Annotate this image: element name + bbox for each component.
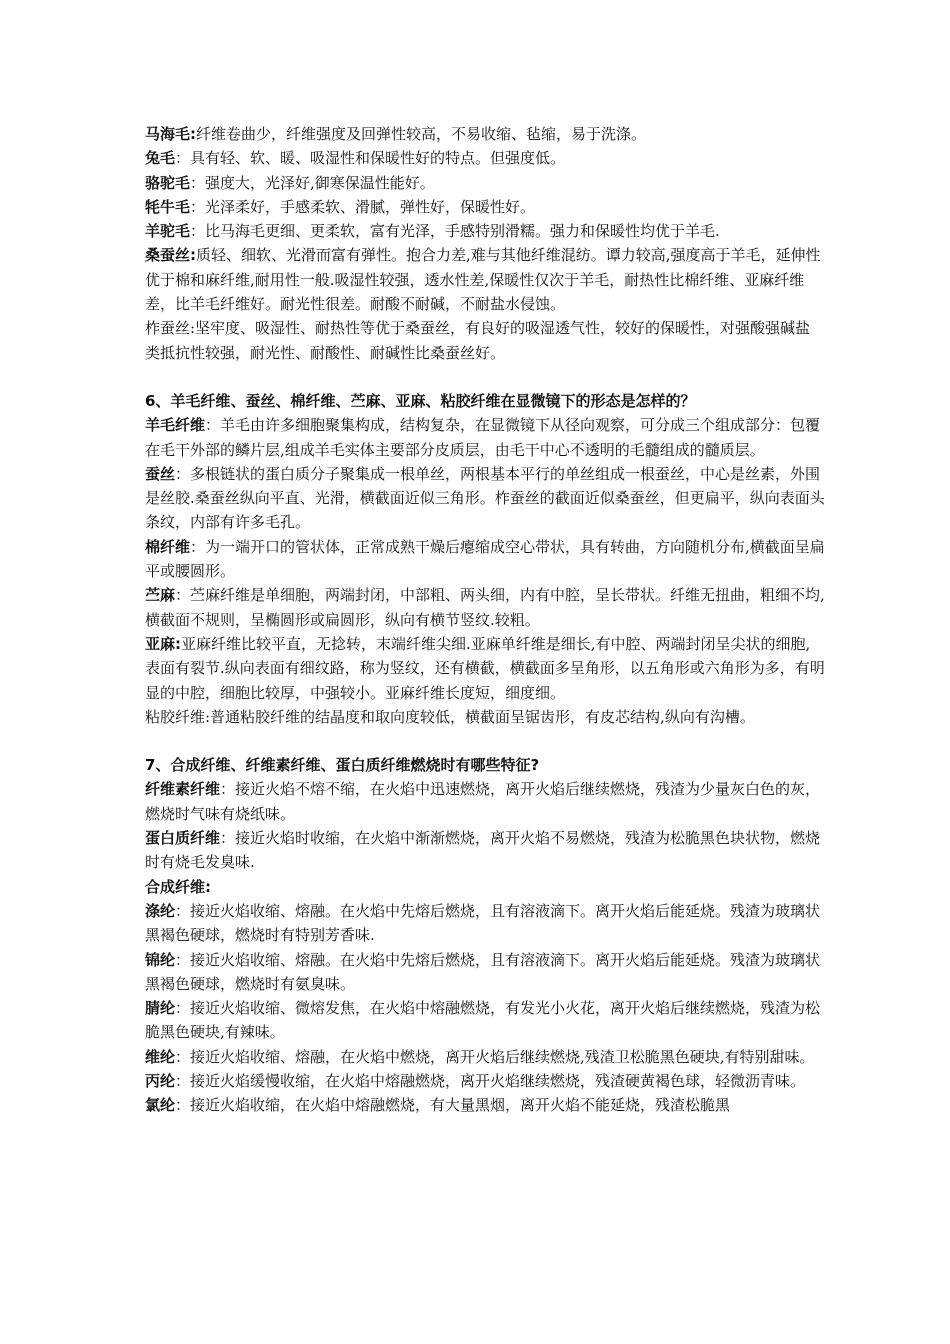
term-cotton: 棉纤维 xyxy=(145,537,191,556)
question-7-heading: 7、合成纤维、纤维素纤维、蛋白质纤维燃烧时有哪些特征? xyxy=(145,756,540,775)
text-acrylic: ：接近火焰收缩、微熔发焦，在火焰中熔融燃烧，有发光小火花，离开火焰后继续燃烧，残渣为松脆黑色硬块,有辣味。 xyxy=(145,999,821,1042)
paragraph-polyester xyxy=(145,899,825,948)
paragraph-acrylic xyxy=(145,996,825,1045)
paragraph-chlorofiber xyxy=(145,1093,825,1117)
paragraph-cotton xyxy=(145,535,825,584)
term-flax: 亚麻: xyxy=(145,634,181,653)
term-yak-hair: 牦牛毛 xyxy=(145,197,191,216)
paragraph-viscose xyxy=(145,705,825,729)
term-ramie: 苎麻 xyxy=(145,586,176,605)
text-ramie: ：苎麻纤维是单细胞，两端封闭，中部粗、两头细，内有中腔，呈长带状。纤维无扭曲，粗细不均,横截面不规则，呈椭圆形或扁圆形，纵向有横节竖纹.较粗。 xyxy=(145,586,825,629)
term-wool-fiber: 羊毛纤维 xyxy=(145,416,206,435)
term-silk: 蚕丝 xyxy=(145,464,176,483)
paragraph-polypropylene xyxy=(145,1069,825,1093)
paragraph-wool-fiber xyxy=(145,413,825,462)
term-polypropylene: 丙纶 xyxy=(145,1071,176,1090)
text-silk: ：多根链状的蛋白质分子聚集成一根单丝，两根基本平行的单丝组成一根蚕丝，中心是丝素，外围是丝胶.桑蚕丝纵向平直、光滑，横截面近似三角形。柞蚕丝的截面近似桑蚕丝，但更扁平，纵向表面头条纹，内部有许多毛孔。 xyxy=(145,464,825,532)
term-acrylic: 腈纶 xyxy=(145,999,176,1018)
text-flax: 亚麻纤维比较平直，无捻转，末端纤维尖细.亚麻单纤维是细长,有中腔、两端封闭呈尖状的细胞,表面有裂节.纵向表面有细纹路，称为竖纹，还有横截，横截面多呈角形，以五角形或六角形为多，有明显的中腔，细胞比较厚，中强较小。亚麻纤维长度短，细度细。 xyxy=(145,634,825,702)
fiber-properties-section xyxy=(145,122,825,365)
term-protein-fiber: 蛋白质纤维 xyxy=(145,829,221,848)
text-tussah-silk: 柞蚕丝:坚牢度、吸湿性、耐热性等优于桑蚕丝，有良好的吸湿透气性，较好的保暖性，对强酸强碱盐类抵抗性较强，耐光性、耐酸性、耐碱性比桑蚕丝好。 xyxy=(145,319,811,362)
paragraph-yak-hair xyxy=(145,195,825,219)
text-chlorofiber: ：接近火焰收缩，在火焰中熔融燃烧，有大量黑烟，离开火焰不能延烧，残渣松脆黑 xyxy=(175,1096,731,1115)
text-polypropylene: ：接近火焰缓慢收缩，在火焰中熔融燃烧，离开火焰继续燃烧，残渣硬黄褐色球，轻微沥青味。 xyxy=(175,1071,806,1090)
term-mohair: 马海毛: xyxy=(145,125,196,143)
text-nylon: ：接近火焰收缩、熔融。在火焰中先熔后燃烧，且有溶液滴下。离开火焰后能延烧。残渣为玻璃状黑褐色硬球，燃烧时有氨臭味。 xyxy=(145,950,821,993)
question-6-section xyxy=(145,389,825,729)
paragraph-rabbit-hair xyxy=(145,146,825,170)
paragraph-alpaca xyxy=(145,219,825,243)
paragraph-flax xyxy=(145,632,825,705)
text-rabbit-hair: ：具有轻、软、暖、吸湿性和保暖性好的特点。但强度低。 xyxy=(175,149,566,168)
term-vinylon: 维纶 xyxy=(145,1047,176,1066)
term-polyester: 涤纶 xyxy=(145,901,176,920)
paragraph-vinylon xyxy=(145,1045,825,1069)
term-chlorofiber: 氯纶 xyxy=(145,1096,176,1115)
paragraph-camel-hair xyxy=(145,171,825,195)
paragraph-ramie xyxy=(145,583,825,632)
paragraph-cellulose-fiber xyxy=(145,777,825,826)
term-synthetic-fiber: 合成纤维 xyxy=(145,877,206,896)
text-mulberry-silk: 质轻、细软、光滑而富有弹性。抱合力差,难与其他纤维混纺。谭力较高,强度高于羊毛，延伸性优于棉和麻纤维,耐用性一般.吸湿性较强，透水性差,保暖性仅次于羊毛，耐热性比棉纤维、亚麻纤维差，比羊毛纤维好。耐光性很差。耐酸不耐碱，不耐盐水侵蚀。 xyxy=(145,246,821,314)
paragraph-mulberry-silk xyxy=(145,243,825,316)
term-alpaca: 羊驼毛 xyxy=(145,222,191,241)
term-camel-hair: 骆驼毛 xyxy=(145,173,191,192)
text-cotton: ：为一端开口的管状体，正常成熟干燥后瘪缩成空心带状，具有转曲，方向随机分布,横截面呈扁平或腰圆形。 xyxy=(145,537,825,581)
paragraph-silk xyxy=(145,462,825,535)
text-cellulose-fiber: ：接近火焰不熔不缩，在火焰中迅速燃烧，离开火焰后继续燃烧，残渣为少量灰白色的灰，燃烧时气味有烧纸味。 xyxy=(145,780,821,823)
term-mulberry-silk: 桑蚕丝: xyxy=(145,246,196,265)
paragraph-mohair xyxy=(145,122,825,146)
section-gap xyxy=(145,729,825,753)
question-7-section xyxy=(145,753,825,1117)
text-alpaca: ：比马海毛更细、更柔软，富有光泽，手感特别滑糯。强力和保暖性均优于羊毛. xyxy=(190,222,720,241)
paragraph-protein-fiber xyxy=(145,826,825,875)
document-page xyxy=(145,122,825,1118)
text-synthetic-fiber: : xyxy=(205,877,212,896)
text-polyester: ：接近火焰收缩、熔融。在火焰中先熔后燃烧，且有溶液滴下。离开火焰后能延烧。残渣为玻璃状黑褐色硬球，燃烧时有特别芳香味. xyxy=(145,901,821,945)
text-camel-hair: ：强度大，光泽好,御寒保温性能好。 xyxy=(190,173,435,192)
text-protein-fiber: ：接近火焰时收缩，在火焰中渐渐燃烧，离开火焰不易燃烧，残渣为松脆黑色块状物，燃烧时有烧毛发臭味. xyxy=(145,829,821,872)
paragraph-synthetic-fiber xyxy=(145,875,825,899)
text-wool-fiber: ：羊毛由许多细胞聚集构成，结构复杂，在显微镜下从径向观察，可分成三个组成部分：包覆在毛干外部的鳞片层,组成羊毛实体主要部分皮质层，由毛干中心不透明的毛髓组成的髓质层。 xyxy=(145,416,821,459)
text-vinylon: ：接近火焰收缩、熔融，在火焰中燃烧，离开火焰后继续燃烧,残渣卫松脆黑色硬块,有特别甜味。 xyxy=(175,1047,815,1066)
paragraph-nylon xyxy=(145,948,825,997)
term-cellulose-fiber: 纤维素纤维 xyxy=(145,780,221,799)
text-mohair: 纤维卷曲少，纤维强度及回弹性较高，不易收缩、毡缩，易于洗涤。 xyxy=(196,125,647,143)
term-rabbit-hair: 兔毛 xyxy=(145,149,176,168)
question-6-heading: 6、羊毛纤维、蚕丝、棉纤维、苎麻、亚麻、粘胶纤维在显微镜下的形态是怎样的？ xyxy=(145,391,696,410)
term-nylon: 锦纶 xyxy=(145,950,176,969)
text-viscose: 粘胶纤维:普通粘胶纤维的结晶度和取向度较低，横截面呈锯齿形，有皮芯结构,纵向有沟槽。 xyxy=(145,707,755,726)
section-gap xyxy=(145,365,825,389)
paragraph-tussah-silk xyxy=(145,316,825,365)
text-yak-hair: ：光泽柔好，手感柔软、滑腻，弹性好，保暖性好。 xyxy=(190,197,536,216)
